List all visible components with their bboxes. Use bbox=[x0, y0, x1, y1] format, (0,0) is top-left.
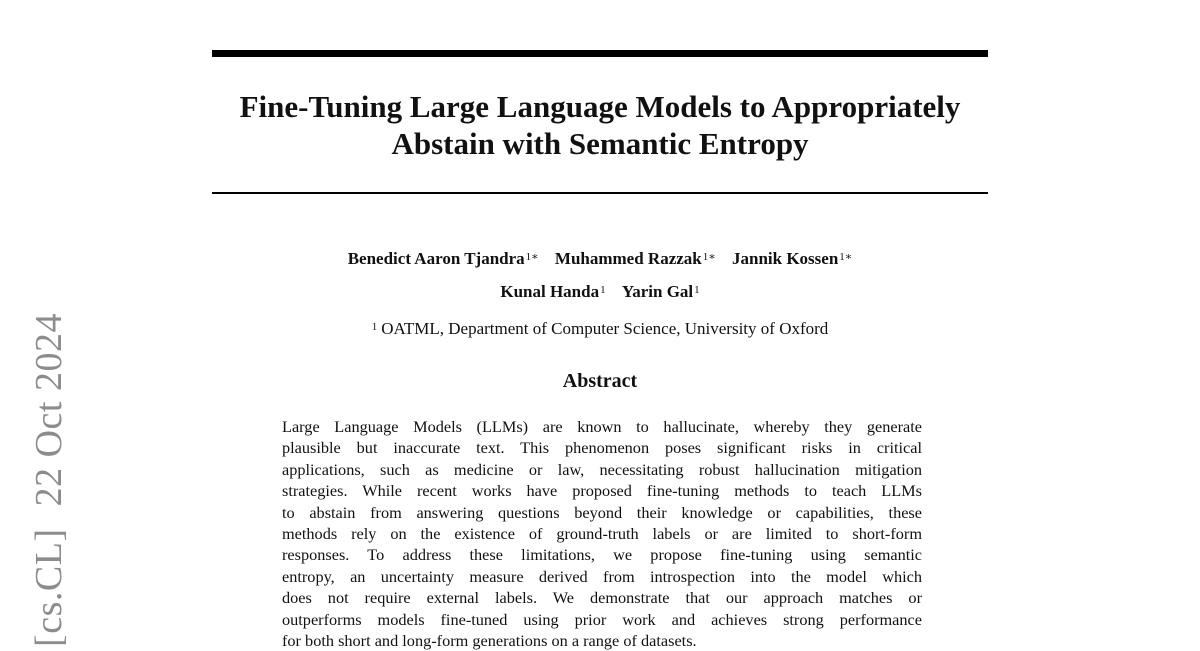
author bbox=[348, 249, 539, 269]
abstract-line: outperforms models fine-tuned using prior work and achieves strong performance bbox=[282, 609, 922, 629]
abstract-line: applications, such as medicine or law, necessitating robust hallucination mitigation bbox=[282, 459, 922, 479]
author-affiliation-mark: 1∗ bbox=[839, 251, 853, 263]
title-bottom-rule bbox=[212, 192, 988, 194]
author-affiliation-mark: 1∗ bbox=[702, 251, 716, 263]
author-affiliation-mark: 1 bbox=[600, 284, 606, 296]
abstract-heading: Abstract bbox=[562, 370, 638, 392]
author-name: Muhammed Razzak bbox=[554, 249, 702, 268]
author-row-1 bbox=[200, 249, 1000, 269]
author-name: Yarin Gal bbox=[621, 282, 694, 301]
author-name: Benedict Aaron Tjandra bbox=[347, 249, 525, 268]
author-row-2 bbox=[200, 282, 1000, 302]
affiliation-mark: 1 bbox=[371, 321, 378, 333]
affiliation-text: OATML, Department of Computer Science, University of Oxford bbox=[381, 319, 829, 338]
author-affiliation-mark: 1 bbox=[694, 284, 700, 296]
title-line-2: Abstain with Semantic Entropy bbox=[391, 126, 809, 161]
arxiv-side-stamp bbox=[27, 313, 71, 647]
abstract-line: for both short and long-form generations on a range of datasets. bbox=[282, 630, 697, 650]
abstract-line: does not require external labels. We demonstrate that our approach matches or bbox=[282, 588, 922, 608]
abstract-line: strategies. While recent works have proposed fine-tuning methods to teach LLMs bbox=[282, 481, 922, 501]
affiliation bbox=[200, 319, 1000, 339]
abstract-line: responses. To address these limitations, we propose fine-tuning using semantic bbox=[282, 545, 922, 565]
arxiv-category: [cs.CL] bbox=[28, 528, 70, 647]
title-line-1: Fine-Tuning Large Language Models to Appropriately bbox=[239, 89, 961, 124]
abstract-line: Large Language Models (LLMs) are known to hallucinate, whereby they generate bbox=[282, 417, 922, 436]
author bbox=[732, 249, 852, 269]
author-name: Kunal Handa bbox=[500, 282, 600, 301]
author-affiliation-mark: 1∗ bbox=[525, 251, 539, 263]
arxiv-date: 22 Oct 2024 bbox=[28, 313, 70, 507]
abstract-line: plausible but inaccurate text. This phenomenon poses significant risks in critical bbox=[282, 438, 922, 458]
paper-title bbox=[200, 88, 1000, 162]
abstract-line: methods rely on the existence of ground-truth labels or are limited to short-form bbox=[282, 523, 922, 543]
abstract-line: entropy, an uncertainty measure derived from introspection into the model which bbox=[282, 566, 922, 586]
title-top-rule bbox=[212, 50, 988, 57]
author-name: Jannik Kossen bbox=[732, 249, 839, 268]
author bbox=[500, 282, 605, 302]
abstract-line: to abstain from answering questions beyond their knowledge or capabilities, these bbox=[282, 502, 922, 522]
author bbox=[555, 249, 716, 269]
author bbox=[622, 282, 700, 302]
abstract-body bbox=[282, 416, 922, 651]
